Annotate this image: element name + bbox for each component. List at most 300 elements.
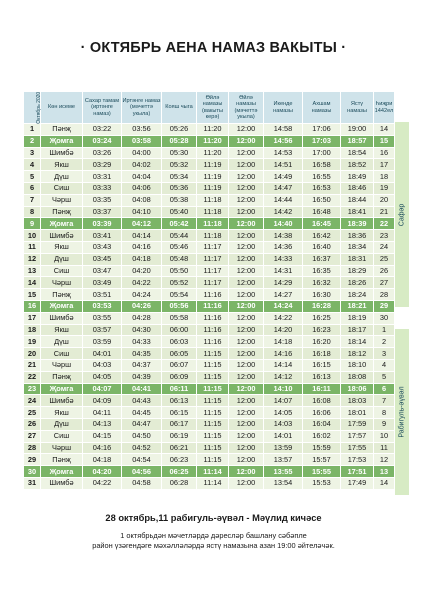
cell-hijri: 17: [374, 159, 395, 171]
cell-asr: 14:31: [264, 265, 303, 277]
cell-asr: 14:20: [264, 324, 303, 336]
prayer-times-table-wrapper: [23, 91, 394, 495]
cell-morning-prayer: 04:41: [122, 383, 162, 395]
cell-maghrib: 17:06: [303, 124, 341, 136]
cell-day-name: Дүш: [41, 253, 83, 265]
month-label-safar: Сафәр: [394, 122, 409, 307]
cell-sunrise: 05:28: [162, 135, 197, 147]
cell-dhuhr-mosque: 12:00: [229, 477, 264, 489]
cell-sahar: 03:51: [83, 289, 122, 301]
cell-isha: 18:39: [341, 218, 374, 230]
header-sunrise: Кояш чыга: [162, 92, 197, 124]
cell-hijri: 26: [374, 265, 395, 277]
cell-dhuhr-start: 11:16: [197, 300, 229, 312]
cell-dhuhr-start: 11:15: [197, 442, 229, 454]
cell-morning-prayer: 03:58: [122, 135, 162, 147]
cell-dhuhr-start: 11:15: [197, 359, 229, 371]
cell-day-name: Сиш: [41, 348, 83, 360]
cell-hijri: 3: [374, 348, 395, 360]
cell-sunrise: 06:03: [162, 336, 197, 348]
table-row: [24, 407, 395, 419]
cell-hijri: 18: [374, 171, 395, 183]
table-row: [24, 218, 395, 230]
cell-maghrib: 16:20: [303, 336, 341, 348]
table-row: [24, 124, 395, 136]
cell-dhuhr-start: 11:16: [197, 312, 229, 324]
cell-isha: 17:59: [341, 418, 374, 430]
cell-day-name: Дүш: [41, 171, 83, 183]
cell-isha: 18:24: [341, 289, 374, 301]
cell-asr: 14:42: [264, 206, 303, 218]
cell-dhuhr-mosque: 12:00: [229, 371, 264, 383]
cell-maghrib: 16:58: [303, 159, 341, 171]
cell-date: 18: [24, 324, 41, 336]
cell-sunrise: 05:36: [162, 182, 197, 194]
cell-date: 20: [24, 348, 41, 360]
cell-day-name: Шимбә: [41, 395, 83, 407]
cell-sunrise: 05:50: [162, 265, 197, 277]
cell-sahar: 04:03: [83, 359, 122, 371]
cell-date: 31: [24, 477, 41, 489]
table-row: [24, 135, 395, 147]
cell-date: 25: [24, 407, 41, 419]
cell-dhuhr-mosque: 12:00: [229, 324, 264, 336]
header-dhuhr-start: Өйлә намазы (вакыты керә): [197, 92, 229, 124]
cell-morning-prayer: 04:10: [122, 206, 162, 218]
cell-dhuhr-mosque: 12:00: [229, 147, 264, 159]
cell-sunrise: 06:19: [162, 430, 197, 442]
cell-maghrib: 17:03: [303, 135, 341, 147]
table-row: [24, 277, 395, 289]
cell-dhuhr-start: 11:20: [197, 135, 229, 147]
cell-isha: 18:10: [341, 359, 374, 371]
cell-sunrise: 06:00: [162, 324, 197, 336]
cell-sahar: 03:53: [83, 300, 122, 312]
cell-maghrib: 16:18: [303, 348, 341, 360]
cell-maghrib: 16:32: [303, 277, 341, 289]
cell-isha: 18:34: [341, 241, 374, 253]
cell-morning-prayer: 04:28: [122, 312, 162, 324]
cell-asr: 14:12: [264, 371, 303, 383]
cell-maghrib: 16:53: [303, 182, 341, 194]
cell-morning-prayer: 04:37: [122, 359, 162, 371]
cell-day-name: Шимбә: [41, 477, 83, 489]
cell-sahar: 03:49: [83, 277, 122, 289]
cell-isha: 18:29: [341, 265, 374, 277]
cell-dhuhr-start: 11:17: [197, 265, 229, 277]
table-row: [24, 182, 395, 194]
cell-sunrise: 06:11: [162, 383, 197, 395]
table-header-row: [24, 92, 395, 124]
table-row: [24, 312, 395, 324]
header-asr: Икенде намазы: [264, 92, 303, 124]
isha-azan-note: район үзәгендәге мәхәлләләрдә ястү намазына азан 19:00 әйтеләчәк.: [92, 541, 335, 550]
cell-sunrise: 06:07: [162, 359, 197, 371]
cell-isha: 18:31: [341, 253, 374, 265]
cell-asr: 14:27: [264, 289, 303, 301]
cell-dhuhr-mosque: 12:00: [229, 442, 264, 454]
cell-dhuhr-mosque: 12:00: [229, 277, 264, 289]
cell-isha: 18:26: [341, 277, 374, 289]
table-row: [24, 477, 395, 489]
cell-hijri: 29: [374, 300, 395, 312]
cell-morning-prayer: 04:06: [122, 182, 162, 194]
cell-dhuhr-mosque: 12:00: [229, 336, 264, 348]
cell-dhuhr-mosque: 12:00: [229, 348, 264, 360]
cell-hijri: 14: [374, 124, 395, 136]
cell-date: 27: [24, 430, 41, 442]
cell-sunrise: 06:13: [162, 395, 197, 407]
mawlid-note: 28 октябрь,11 рабигуль-әүвәл - Мәүлид кичәсе: [105, 513, 322, 523]
table-row: [24, 253, 395, 265]
cell-morning-prayer: 04:20: [122, 265, 162, 277]
cell-maghrib: 16:45: [303, 218, 341, 230]
cell-sahar: 03:29: [83, 159, 122, 171]
cell-day-name: Җомга: [41, 383, 83, 395]
cell-maghrib: 16:40: [303, 241, 341, 253]
cell-asr: 13:55: [264, 466, 303, 478]
cell-date: 12: [24, 253, 41, 265]
cell-asr: 14:16: [264, 348, 303, 360]
cell-dhuhr-mosque: 12:00: [229, 124, 264, 136]
cell-date: 3: [24, 147, 41, 159]
cell-day-name: Якш: [41, 407, 83, 419]
cell-hijri: 16: [374, 147, 395, 159]
cell-sahar: 03:37: [83, 206, 122, 218]
cell-morning-prayer: 04:58: [122, 477, 162, 489]
cell-sahar: 04:22: [83, 477, 122, 489]
table-row: [24, 418, 395, 430]
cell-morning-prayer: 04:33: [122, 336, 162, 348]
cell-asr: 14:03: [264, 418, 303, 430]
cell-sahar: 04:13: [83, 418, 122, 430]
cell-sunrise: 05:46: [162, 241, 197, 253]
cell-dhuhr-mosque: 12:00: [229, 383, 264, 395]
cell-sahar: 03:39: [83, 218, 122, 230]
cell-morning-prayer: 04:16: [122, 241, 162, 253]
cell-hijri: 22: [374, 218, 395, 230]
cell-dhuhr-start: 11:16: [197, 336, 229, 348]
cell-maghrib: 16:08: [303, 395, 341, 407]
cell-sahar: 03:33: [83, 182, 122, 194]
cell-isha: 17:57: [341, 430, 374, 442]
cell-dhuhr-mosque: 12:00: [229, 182, 264, 194]
cell-day-name: Дүш: [41, 336, 83, 348]
cell-asr: 14:01: [264, 430, 303, 442]
cell-hijri: 25: [374, 253, 395, 265]
cell-day-name: Пәнҗ: [41, 289, 83, 301]
cell-sahar: 03:43: [83, 241, 122, 253]
cell-sunrise: 05:26: [162, 124, 197, 136]
cell-dhuhr-mosque: 12:00: [229, 230, 264, 242]
cell-sunrise: 05:38: [162, 194, 197, 206]
cell-dhuhr-mosque: 12:00: [229, 159, 264, 171]
cell-date: 1: [24, 124, 41, 136]
cell-maghrib: 16:13: [303, 371, 341, 383]
cell-asr: 14:33: [264, 253, 303, 265]
cell-asr: 14:05: [264, 407, 303, 419]
cell-date: 30: [24, 466, 41, 478]
cell-asr: 13:54: [264, 477, 303, 489]
cell-day-name: Чәрш: [41, 277, 83, 289]
table-row: [24, 230, 395, 242]
cell-date: 24: [24, 395, 41, 407]
cell-dhuhr-start: 11:19: [197, 171, 229, 183]
cell-maghrib: 16:50: [303, 194, 341, 206]
cell-maghrib: 15:59: [303, 442, 341, 454]
table-row: [24, 430, 395, 442]
cell-isha: 19:00: [341, 124, 374, 136]
cell-dhuhr-start: 11:19: [197, 182, 229, 194]
cell-date: 6: [24, 182, 41, 194]
cell-sunrise: 05:44: [162, 230, 197, 242]
cell-day-name: Чәрш: [41, 442, 83, 454]
cell-day-name: Шимбә: [41, 312, 83, 324]
cell-dhuhr-start: 11:15: [197, 395, 229, 407]
cell-morning-prayer: 04:24: [122, 289, 162, 301]
cell-sahar: 03:24: [83, 135, 122, 147]
cell-dhuhr-mosque: 12:00: [229, 300, 264, 312]
header-sahar: Сахар тамам (иртәнге намаз): [83, 92, 122, 124]
cell-dhuhr-mosque: 12:00: [229, 171, 264, 183]
table-row: [24, 206, 395, 218]
cell-sahar: 04:15: [83, 430, 122, 442]
cell-sunrise: 05:58: [162, 312, 197, 324]
cell-dhuhr-start: 11:18: [197, 194, 229, 206]
cell-maghrib: 16:15: [303, 359, 341, 371]
cell-asr: 14:29: [264, 277, 303, 289]
cell-date: 26: [24, 418, 41, 430]
cell-hijri: 10: [374, 430, 395, 442]
cell-dhuhr-mosque: 12:00: [229, 265, 264, 277]
cell-asr: 14:18: [264, 336, 303, 348]
cell-morning-prayer: 04:43: [122, 395, 162, 407]
cell-asr: 14:56: [264, 135, 303, 147]
cell-isha: 18:12: [341, 348, 374, 360]
cell-dhuhr-mosque: 12:00: [229, 241, 264, 253]
cell-isha: 18:14: [341, 336, 374, 348]
cell-dhuhr-start: 11:15: [197, 383, 229, 395]
table-row: [24, 171, 395, 183]
table-row: [24, 454, 395, 466]
month-label-rabigul: Рабигуль-әүвәл: [394, 329, 409, 495]
cell-isha: 17:55: [341, 442, 374, 454]
cell-date: 8: [24, 206, 41, 218]
cell-hijri: 7: [374, 395, 395, 407]
cell-hijri: 14: [374, 477, 395, 489]
cell-dhuhr-mosque: 12:00: [229, 359, 264, 371]
cell-maghrib: 16:28: [303, 300, 341, 312]
cell-date: 9: [24, 218, 41, 230]
cell-sahar: 03:22: [83, 124, 122, 136]
cell-sahar: 04:07: [83, 383, 122, 395]
cell-hijri: 11: [374, 442, 395, 454]
cell-isha: 18:03: [341, 395, 374, 407]
cell-dhuhr-start: 11:18: [197, 206, 229, 218]
cell-sunrise: 06:23: [162, 454, 197, 466]
cell-dhuhr-start: 11:15: [197, 371, 229, 383]
table-row: [24, 194, 395, 206]
cell-morning-prayer: 04:26: [122, 300, 162, 312]
cell-sunrise: 05:48: [162, 253, 197, 265]
cell-day-name: Сиш: [41, 265, 83, 277]
header-isha: Ястү намазы: [341, 92, 374, 124]
cell-dhuhr-start: 11:15: [197, 454, 229, 466]
cell-morning-prayer: 04:08: [122, 194, 162, 206]
cell-maghrib: 17:00: [303, 147, 341, 159]
cell-date: 21: [24, 359, 41, 371]
cell-dhuhr-start: 11:15: [197, 348, 229, 360]
cell-asr: 14:47: [264, 182, 303, 194]
cell-morning-prayer: 04:18: [122, 253, 162, 265]
table-row: [24, 395, 395, 407]
cell-dhuhr-mosque: 12:00: [229, 466, 264, 478]
mosque-lessons-note: 1 октябрьдән мәчетләрдә дәресләр башлану сәбәпле: [120, 531, 307, 540]
cell-sahar: 03:55: [83, 312, 122, 324]
cell-day-name: Чәрш: [41, 359, 83, 371]
cell-date: 22: [24, 371, 41, 383]
cell-dhuhr-start: 11:18: [197, 218, 229, 230]
cell-sunrise: 05:34: [162, 171, 197, 183]
cell-sunrise: 06:15: [162, 407, 197, 419]
cell-maghrib: 16:23: [303, 324, 341, 336]
cell-dhuhr-start: 11:19: [197, 159, 229, 171]
header-date: Октябрь 2020: [24, 92, 41, 124]
header-morning-prayer: Иртәнге намаз (мәчеттә укыла): [122, 92, 162, 124]
cell-asr: 14:44: [264, 194, 303, 206]
cell-morning-prayer: 04:00: [122, 147, 162, 159]
cell-sunrise: 06:09: [162, 371, 197, 383]
cell-dhuhr-start: 11:15: [197, 430, 229, 442]
table-row: [24, 348, 395, 360]
cell-morning-prayer: 04:04: [122, 171, 162, 183]
cell-sahar: 03:57: [83, 324, 122, 336]
cell-isha: 18:44: [341, 194, 374, 206]
cell-isha: 18:46: [341, 182, 374, 194]
table-row: [24, 159, 395, 171]
cell-asr: 14:14: [264, 359, 303, 371]
table-row: [24, 466, 395, 478]
cell-sunrise: 06:28: [162, 477, 197, 489]
cell-sunrise: 05:54: [162, 289, 197, 301]
cell-dhuhr-start: 11:20: [197, 147, 229, 159]
cell-hijri: 5: [374, 371, 395, 383]
cell-morning-prayer: 04:02: [122, 159, 162, 171]
cell-isha: 18:21: [341, 300, 374, 312]
cell-dhuhr-start: 11:14: [197, 466, 229, 478]
cell-asr: 13:59: [264, 442, 303, 454]
table-body: [24, 124, 395, 490]
cell-dhuhr-start: 11:17: [197, 277, 229, 289]
header-day-name: Көн исеме: [41, 92, 83, 124]
cell-dhuhr-mosque: 12:00: [229, 218, 264, 230]
cell-sunrise: 05:30: [162, 147, 197, 159]
cell-hijri: 15: [374, 135, 395, 147]
cell-sahar: 04:01: [83, 348, 122, 360]
cell-dhuhr-mosque: 12:00: [229, 454, 264, 466]
cell-maghrib: 16:25: [303, 312, 341, 324]
cell-isha: 18:36: [341, 230, 374, 242]
cell-dhuhr-mosque: 12:00: [229, 430, 264, 442]
table-row: [24, 359, 395, 371]
header-hijri: Һиҗри 1442ел: [374, 92, 395, 124]
page-title: · ОКТЯБРЬ АЕНА НАМАЗ ВАКЫТЫ ·: [80, 40, 347, 56]
cell-morning-prayer: 04:39: [122, 371, 162, 383]
cell-maghrib: 16:11: [303, 383, 341, 395]
cell-day-name: Җомга: [41, 466, 83, 478]
cell-morning-prayer: 04:52: [122, 442, 162, 454]
cell-sahar: 03:47: [83, 265, 122, 277]
cell-asr: 14:40: [264, 218, 303, 230]
cell-isha: 17:51: [341, 466, 374, 478]
cell-maghrib: 16:02: [303, 430, 341, 442]
prayer-times-table: [23, 91, 395, 490]
cell-hijri: 19: [374, 182, 395, 194]
cell-hijri: 12: [374, 454, 395, 466]
cell-dhuhr-mosque: 12:00: [229, 395, 264, 407]
table-row: [24, 442, 395, 454]
cell-hijri: 30: [374, 312, 395, 324]
header-dhuhr-mosque: Өйлә намазы (мәчеттә укыла): [229, 92, 264, 124]
cell-isha: 18:17: [341, 324, 374, 336]
cell-isha: 18:54: [341, 147, 374, 159]
table-row: [24, 383, 395, 395]
cell-sahar: 03:45: [83, 253, 122, 265]
table-row: [24, 147, 395, 159]
cell-date: 11: [24, 241, 41, 253]
cell-sahar: 04:18: [83, 454, 122, 466]
cell-date: 14: [24, 277, 41, 289]
cell-hijri: 1: [374, 324, 395, 336]
cell-date: 16: [24, 300, 41, 312]
cell-asr: 14:49: [264, 171, 303, 183]
cell-date: 13: [24, 265, 41, 277]
cell-day-name: Шимбә: [41, 147, 83, 159]
cell-sunrise: 06:21: [162, 442, 197, 454]
cell-sahar: 04:16: [83, 442, 122, 454]
table-row: [24, 265, 395, 277]
cell-dhuhr-start: 11:15: [197, 407, 229, 419]
cell-maghrib: 16:42: [303, 230, 341, 242]
cell-day-name: Якш: [41, 241, 83, 253]
cell-asr: 14:38: [264, 230, 303, 242]
cell-day-name: Чәрш: [41, 194, 83, 206]
cell-sunrise: 05:56: [162, 300, 197, 312]
cell-day-name: Дүш: [41, 418, 83, 430]
cell-day-name: Якш: [41, 324, 83, 336]
cell-asr: 14:36: [264, 241, 303, 253]
cell-maghrib: 16:30: [303, 289, 341, 301]
cell-hijri: 24: [374, 241, 395, 253]
cell-maghrib: 16:55: [303, 171, 341, 183]
cell-asr: 14:58: [264, 124, 303, 136]
cell-maghrib: 16:48: [303, 206, 341, 218]
cell-dhuhr-mosque: 12:00: [229, 253, 264, 265]
cell-hijri: 8: [374, 407, 395, 419]
cell-dhuhr-start: 11:18: [197, 230, 229, 242]
cell-hijri: 21: [374, 206, 395, 218]
cell-dhuhr-mosque: 12:00: [229, 312, 264, 324]
cell-hijri: 13: [374, 466, 395, 478]
cell-date: 7: [24, 194, 41, 206]
cell-dhuhr-start: 11:16: [197, 324, 229, 336]
cell-day-name: Сиш: [41, 182, 83, 194]
cell-date: 19: [24, 336, 41, 348]
cell-isha: 18:52: [341, 159, 374, 171]
cell-sunrise: 06:25: [162, 466, 197, 478]
cell-hijri: 23: [374, 230, 395, 242]
cell-day-name: Җомга: [41, 135, 83, 147]
